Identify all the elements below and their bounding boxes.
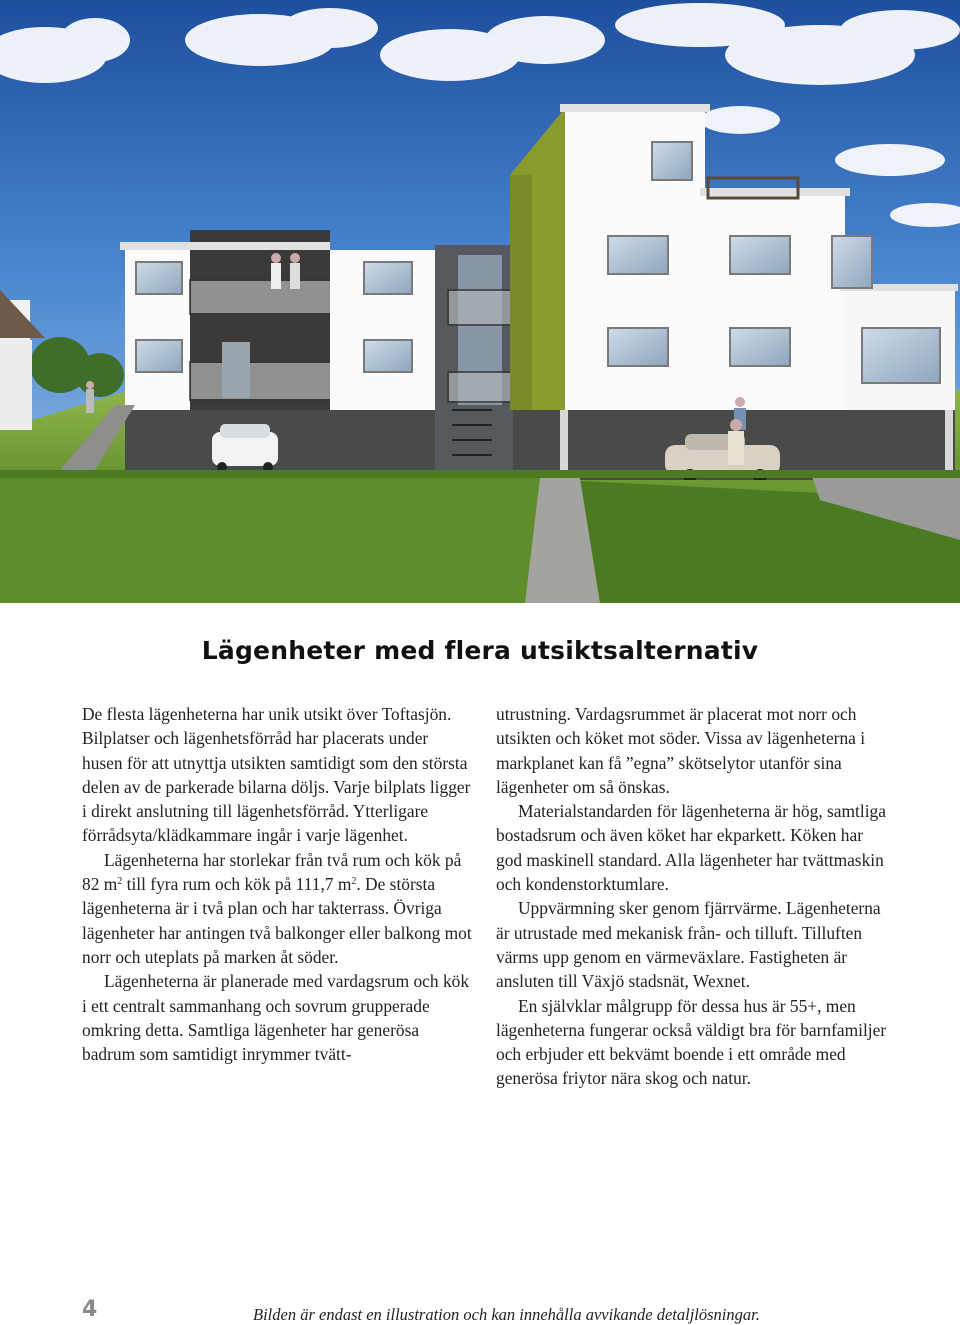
paragraph (82, 702, 472, 848)
paragraph-text: Lägenheterna är planerade med vardagsrum och kök i ett centralt sammanhang och sovrum grupperade omkring detta. Samtliga lägenheter har generösa badrum som samtidigt inrymmer tvätt- (82, 971, 470, 1065)
paragraph-text: Uppvärmning sker genom fjärrvärme. Lägenheterna är utrustade med mekanisk från- och tilluft. Tilluften värms upp genom en värmeväxlare. Fastigheten är ansluten till Växjö stadsnät, Wexnet. (496, 898, 881, 992)
paragraph (496, 702, 888, 799)
paragraph-text: Materialstandarden för lägenheterna är hög, samtliga bostadsrum och även köket har ekparkett. Köken har god maskinell standard. Alla lägenheter har tvättmaskin och kondenstorktumlare. (496, 801, 886, 895)
building-illustration (0, 0, 960, 603)
paragraph-text: En självklar målgrupp för dessa hus är 55+, men lägenheterna fungerar också väldigt bra för barnfamiljer och erbjuder ett bekvämt boende i ett område med generösa friytor nära skog och natur. (496, 995, 887, 1089)
building-left-block (120, 230, 332, 410)
paragraph (496, 896, 888, 993)
superscript: 2 (117, 876, 123, 888)
paragraph (82, 969, 472, 1066)
paragraph-text: . De största lägenheterna är i två plan och har takterrass. Övriga lägenheter har antingen två balkonger eller balkong mot norr och uteplats på marken åt söder. (82, 874, 472, 967)
paragraph-text: Lägenheterna har storlekar från två rum och kök på 82 m (82, 849, 462, 895)
paragraph (496, 799, 888, 896)
superscript: 2 (351, 876, 357, 888)
paragraph-text: utrustning. Vardagsrummet är placerat mot norr och utsikten och köket mot söder. Vissa av lägenheterna i markplanet kan få ”egna” skötselytor utanför sina lägenheter om så önskas. (496, 704, 866, 797)
page-number: 4 (82, 1297, 98, 1322)
paragraph (82, 848, 472, 969)
left-column (82, 702, 472, 1066)
lawn (0, 470, 560, 603)
right-column (496, 702, 888, 1091)
image-caption: Bilden är endast en illustration och kan innehålla avvikande detaljlösningar. (253, 1305, 760, 1324)
paragraph-text: De flesta lägenheterna har unik utsikt över Toftasjön. Bilplatser och lägenhetsförråd har placerats under husen för att utnyttja utsikten samtidigt som den största delen av de parkerade bilarna döljs. Varje bilplats ligger i direkt anslutning till lägenhetsförråd. Ytterligare förrådsyta/klädkammare ingår i varje lägenhet. (82, 704, 471, 846)
paragraph (496, 994, 888, 1091)
page-title: Lägenheter med flera utsiktsalternativ (201, 636, 759, 665)
paragraph-text: till fyra rum och kök på 111,7 m (122, 874, 352, 895)
car-icon (212, 424, 278, 472)
building-middle-block (330, 250, 435, 410)
